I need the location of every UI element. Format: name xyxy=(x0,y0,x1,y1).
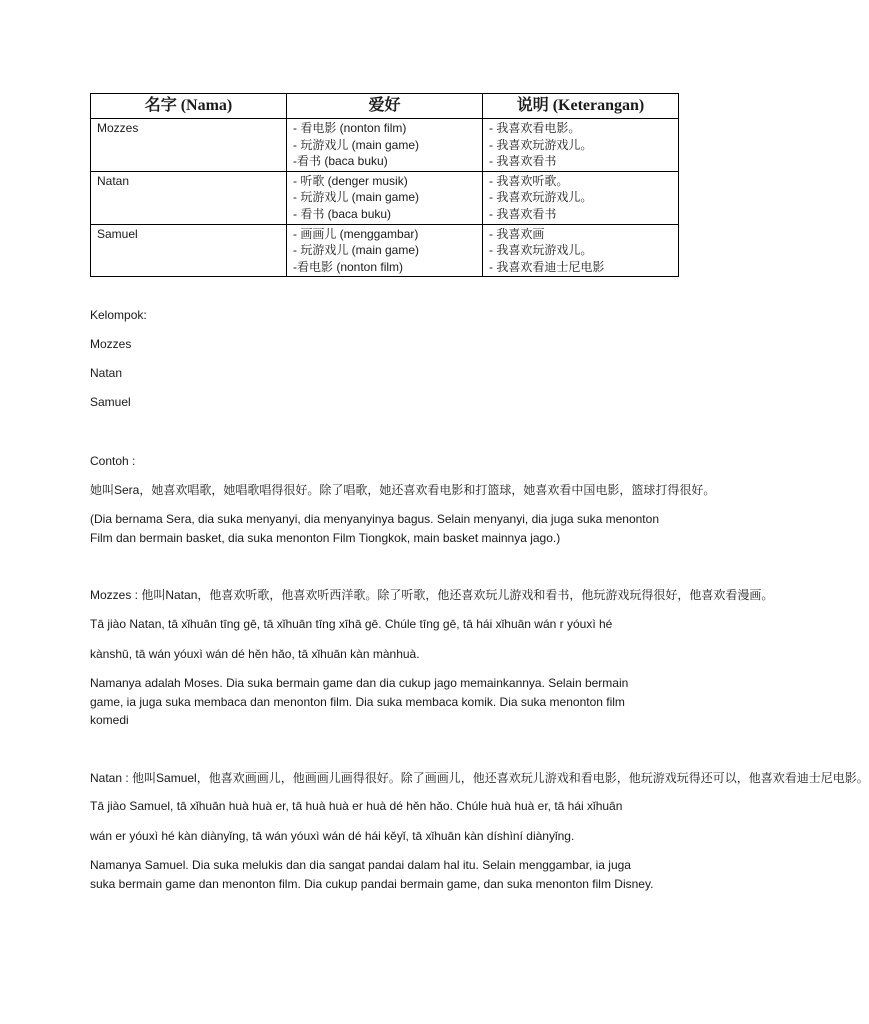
row-name: Mozzes xyxy=(91,119,287,172)
hobby-item: -看电影 (nonton film) xyxy=(293,259,404,274)
note-item: - 我喜欢玩游戏儿。 xyxy=(489,243,593,258)
row-notes xyxy=(483,119,679,172)
natan-chinese: Natan : 他叫Samuel，他喜欢画画儿，他画画儿画得很好。除了画画儿，他还喜欢玩儿游戏和看电影，他玩游戏玩得还可以，他喜欢看迪士尼电影。 xyxy=(90,771,869,785)
note-item: - 我喜欢画 xyxy=(489,226,545,241)
note-item: - 我喜欢看书 xyxy=(489,206,557,221)
mozzes-pinyin-line-2: kànshū, tā wán yóuxì wán dé hěn hǎo, tā xǐhuān kàn mànhuà. xyxy=(90,647,420,661)
header-hobby: 爱好 xyxy=(287,94,483,119)
note-item: - 我喜欢看书 xyxy=(489,154,557,169)
table-header-row xyxy=(91,94,679,119)
example-label: Contoh : xyxy=(90,454,136,468)
row-notes xyxy=(483,171,679,224)
group-member: Natan xyxy=(90,366,123,380)
hobby-item: -看书 (baca buku) xyxy=(293,154,388,169)
table-row xyxy=(91,119,679,172)
row-hobbies xyxy=(287,119,483,172)
hobby-item: - 听歌 (denger musik) xyxy=(293,173,408,188)
natan-pinyin-line-2: wán er yóuxì hé kàn diànyǐng, tā wán yóuxì wán dé hái kěyǐ, tā xǐhuān kàn díshìní diànyǐng. xyxy=(90,829,575,843)
example-translation: (Dia bernama Sera, dia suka menyanyi, dia menyanyinya bagus. Selain menyanyi, dia juga suka menonton Film dan bermain basket, dia suka menonton Film Tiongkok, main basket mainnya jago.) xyxy=(90,512,659,545)
row-hobbies xyxy=(287,171,483,224)
hobby-item: - 看电影 (nonton film) xyxy=(293,121,407,135)
hobby-item: - 玩游戏儿 (main game) xyxy=(293,243,420,258)
note-item: - 我喜欢听歌。 xyxy=(489,173,569,188)
hobby-item: - 画画儿 (menggambar) xyxy=(293,226,419,241)
group-member: Mozzes xyxy=(90,337,132,351)
table-row xyxy=(91,224,679,277)
mozzes-pinyin-line-1: Tā jiào Natan, tā xǐhuān tīng gē, tā xǐhuān tīng xīhā gē. Chúle tīng gē, tā hái xǐhuān wán r yóuxì hé xyxy=(90,617,613,631)
hobby-table xyxy=(90,93,679,277)
group-label: Kelompok: xyxy=(90,308,147,322)
hobby-item: - 玩游戏儿 (main game) xyxy=(293,190,420,205)
header-notes: 说明 (Keterangan) xyxy=(483,94,679,119)
hobby-item: - 玩游戏儿 (main game) xyxy=(293,137,420,152)
natan-indonesian: Namanya Samuel. Dia suka melukis dan dia sangat pandai dalam hal itu. Selain menggambar, ia juga suka bermain game dan menonton film. Dia cukup pandai bermain game, dan suka menonton film Disney. xyxy=(90,858,654,891)
row-hobbies xyxy=(287,224,483,277)
mozzes-chinese: Mozzes : 他叫Natan，他喜欢听歌，他喜欢听西洋歌。除了听歌，他还喜欢玩儿游戏和看书，他玩游戏玩得很好，他喜欢看漫画。 xyxy=(90,588,774,602)
hobby-item: - 看书 (baca buku) xyxy=(293,206,392,221)
note-item: - 我喜欢看迪士尼电影 xyxy=(489,259,605,274)
row-name: Natan xyxy=(91,171,287,224)
table-row xyxy=(91,171,679,224)
mozzes-indonesian: Namanya adalah Moses. Dia suka bermain game dan dia cukup jago memainkannya. Selain bermain game, ia juga suka membaca dan menonton film. Dia suka membaca komik. Dia suka menonton film komedi xyxy=(90,676,629,727)
row-notes xyxy=(483,224,679,277)
natan-pinyin-line-1: Tā jiào Samuel, tā xǐhuān huà huà er, tā huà huà er huà dé hěn hǎo. Chúle huà huà er, tā hái xǐhuān xyxy=(90,799,623,813)
example-chinese: 她叫Sera，她喜欢唱歌，她唱歌唱得很好。除了唱歌，她还喜欢看电影和打篮球，她喜欢看中国电影，篮球打得很好。 xyxy=(90,483,716,497)
header-name: 名字 (Nama) xyxy=(91,94,287,119)
note-item: - 我喜欢玩游戏儿。 xyxy=(489,137,593,152)
note-item: - 我喜欢玩游戏儿。 xyxy=(489,190,593,205)
row-name: Samuel xyxy=(91,224,287,277)
note-item: - 我喜欢看电影。 xyxy=(489,121,581,135)
group-member: Samuel xyxy=(90,395,131,409)
